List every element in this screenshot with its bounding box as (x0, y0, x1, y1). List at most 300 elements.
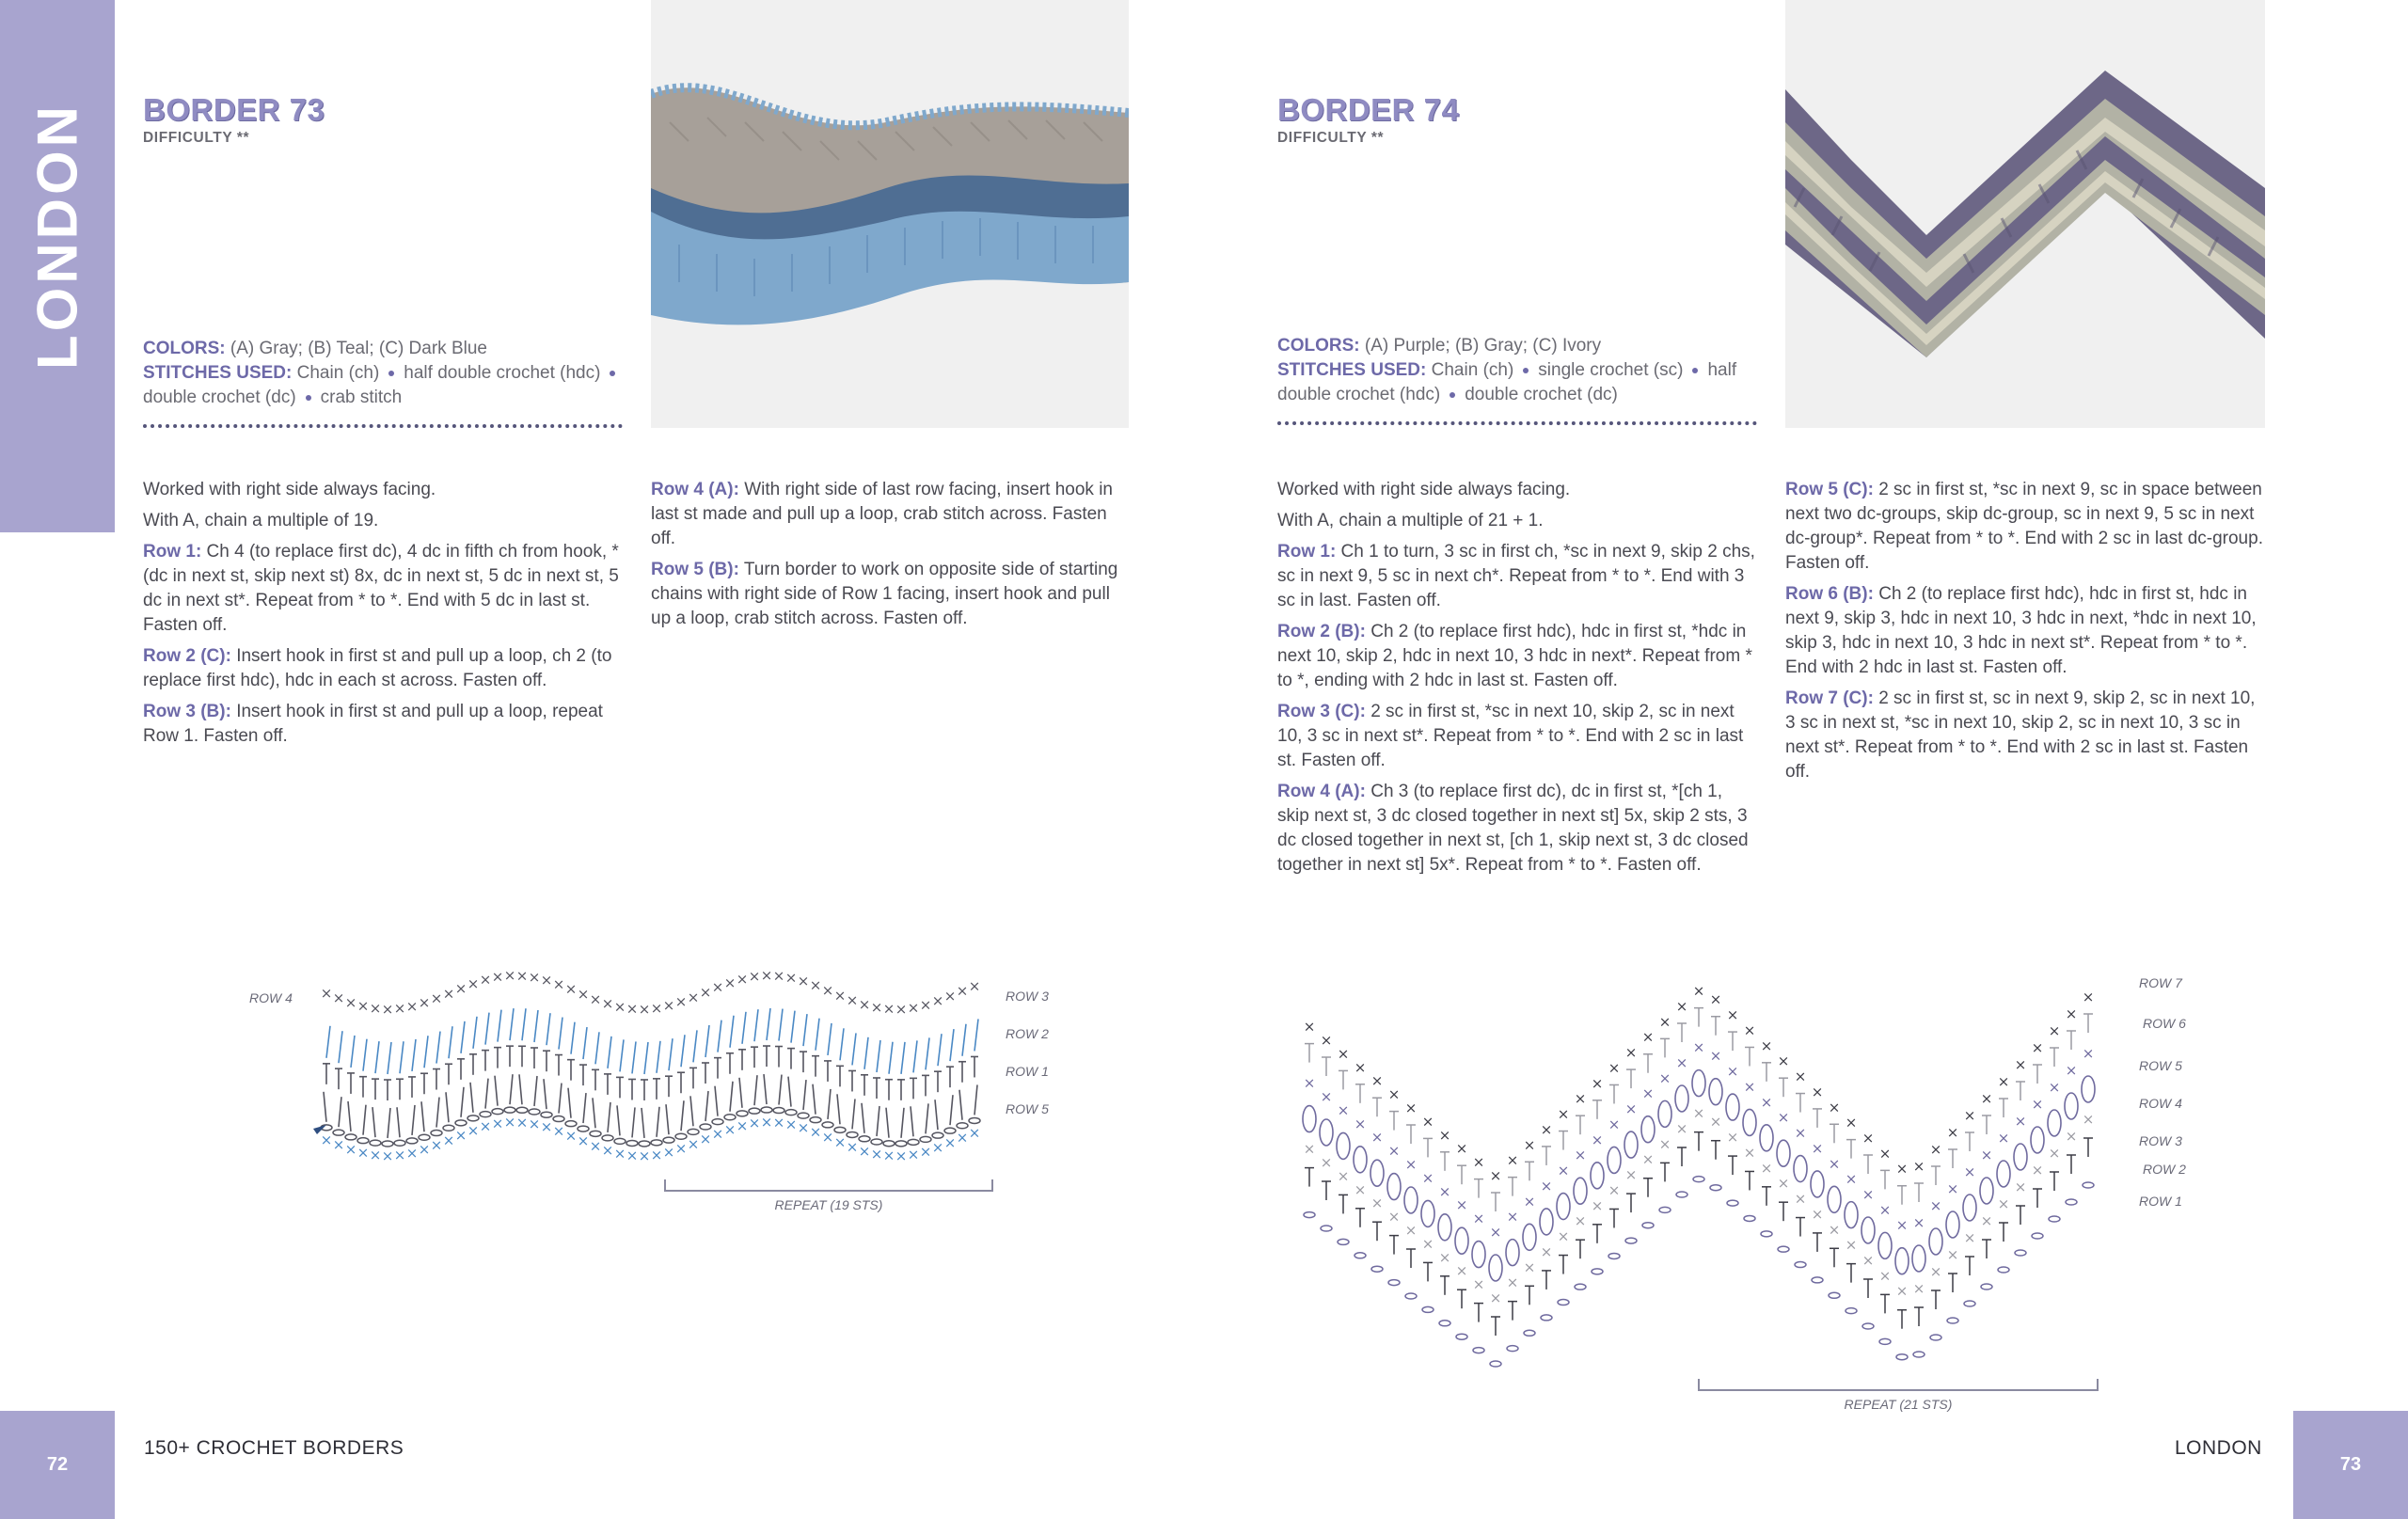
stitches-label: STITCHES USED: (143, 363, 293, 383)
colors-line (1277, 334, 1766, 358)
border-73-meta (143, 337, 632, 410)
stitch-item: double crochet (dc) (143, 388, 296, 407)
bullet-dot (388, 371, 394, 376)
intro-line: Worked with right side always facing. (143, 480, 436, 499)
svg-text:×: × (821, 981, 834, 999)
chart-row-label: ROW 4 (249, 990, 293, 1005)
svg-text:×: × (1963, 1107, 1976, 1124)
svg-text:×: × (589, 1137, 602, 1155)
svg-text:×: × (589, 990, 602, 1008)
svg-text:×: × (344, 993, 357, 1011)
svg-text:×: × (638, 1000, 651, 1018)
svg-text:×: × (1540, 1177, 1553, 1195)
border-74-stitch-chart (1289, 969, 2286, 1420)
svg-text:×: × (1591, 1131, 1604, 1148)
svg-text:×: × (772, 967, 785, 985)
svg-text:×: × (564, 1127, 578, 1145)
svg-text:×: × (858, 1142, 871, 1160)
svg-text:×: × (699, 984, 712, 1001)
svg-text:×: × (1828, 1221, 1841, 1239)
svg-text:×: × (1320, 1032, 1333, 1049)
svg-text:×: × (442, 1131, 455, 1149)
svg-text:×: × (1489, 1167, 1502, 1184)
svg-text:×: × (1574, 1212, 1587, 1230)
repeat-bracket (665, 1179, 992, 1191)
svg-text:×: × (454, 979, 467, 997)
row-instruction: Row 2 (B): Ch 2 (to replace first hdc), hdc in first st, *hdc in next 10, skip 2, hdc in next 10, 3 hdc in next*. Repeat from * to *, ending with 2 hdc in last st. Fasten off. (1277, 622, 1752, 690)
svg-text:×: × (577, 986, 590, 1004)
svg-text:×: × (2082, 1111, 2095, 1128)
svg-text:×: × (442, 985, 455, 1003)
svg-text:×: × (1811, 1083, 1824, 1100)
bullet-dot (1523, 368, 1529, 373)
svg-text:×: × (1337, 1045, 1350, 1063)
svg-text:×: × (1523, 1193, 1536, 1210)
svg-text:×: × (723, 1120, 737, 1138)
row-instruction: Row 4 (A): Ch 3 (to replace first dc), dc in first st, *[ch 1, skip next st, 3 dc closed together in next st] 5x, skip 2 sts, 3 dc closed together in next st, [ch 1, skip next st, 3 dc closed together in next st] 5x*. Repeat from * to *. Fasten off. (1277, 782, 1749, 875)
svg-text:×: × (320, 984, 333, 1002)
colors-label: COLORS: (1277, 336, 1360, 356)
svg-text:×: × (1878, 1201, 1892, 1219)
svg-text:×: × (846, 991, 859, 1009)
svg-text:×: × (1540, 1120, 1553, 1138)
svg-text:×: × (2014, 1179, 2027, 1195)
svg-text:×: × (393, 1000, 406, 1018)
svg-text:×: × (650, 1146, 663, 1163)
chart-row-label: ROW 3 (2139, 1133, 2182, 1148)
svg-text:×: × (1438, 1182, 1451, 1200)
svg-text:×: × (931, 1139, 944, 1157)
svg-text:×: × (748, 968, 761, 986)
svg-text:×: × (699, 1131, 712, 1147)
svg-text:×: × (2065, 1005, 2078, 1022)
svg-text:×: × (1354, 1058, 1367, 1076)
svg-text:×: × (1387, 1142, 1401, 1160)
repeat-label: REPEAT (21 STS) (1844, 1397, 1953, 1412)
stitch-item: half double crochet (hdc) (404, 363, 601, 383)
repeat-label: REPEAT (19 STS) (774, 1197, 883, 1212)
svg-text:×: × (1574, 1090, 1587, 1108)
row-instruction: Row 3 (C): 2 sc in first st, *sc in next 10, skip 2, sc in next 10, 3 sc in next st*. Repeat from * to *. End with 2 sc in last st. Fasten off. (1277, 702, 1744, 770)
svg-text:×: × (1811, 1139, 1824, 1157)
svg-text:×: × (784, 1116, 798, 1133)
svg-text:×: × (968, 977, 981, 995)
svg-text:×: × (1895, 1282, 1909, 1300)
svg-text:×: × (601, 994, 614, 1012)
svg-text:×: × (1624, 1166, 1638, 1184)
svg-text:×: × (1641, 1150, 1655, 1168)
svg-text:×: × (1472, 1275, 1485, 1293)
dotted-divider (1277, 421, 1757, 425)
border-74-instructions-col1 (1277, 478, 1759, 884)
svg-text:×: × (564, 980, 578, 998)
running-title-left: 150+ CROCHET BORDERS (144, 1437, 404, 1459)
svg-text:×: × (1861, 1186, 1875, 1203)
svg-text:×: × (1421, 1113, 1434, 1131)
svg-text:×: × (405, 997, 419, 1015)
svg-text:×: × (1760, 1036, 1773, 1054)
svg-text:×: × (1794, 1190, 1807, 1208)
svg-text:×: × (503, 967, 516, 985)
svg-text:×: × (1506, 1151, 1519, 1169)
svg-text:×: × (1624, 1100, 1638, 1118)
svg-text:×: × (1828, 1099, 1841, 1116)
row-instruction: Row 6 (B): Ch 2 (to replace first hdc), hdc in first st, hdc in next 9, skip 3, hdc in next 10, 3 hdc in next, *hdc in next 10, skip 3, hdc in next 10, 3 hdc in next st*. Repeat from * to *. End with 2 hdc in last st. Fasten off. (1785, 584, 2257, 677)
svg-text:×: × (2014, 1056, 2027, 1073)
stitch-item: half double crochet (hdc) (1277, 360, 1737, 404)
svg-text:×: × (1421, 1169, 1434, 1187)
svg-text:×: × (626, 1147, 639, 1164)
svg-text:×: × (467, 1121, 480, 1139)
svg-text:×: × (723, 973, 737, 991)
row-instruction: Row 1: Ch 1 to turn, 3 sc in first ch, *sc in next 9, skip 2 chs, sc in next 9, 5 sc in next ch*. Repeat from * to *. End with 3 sc in last. Fasten off. (1277, 542, 1755, 610)
svg-text:×: × (1726, 1063, 1739, 1081)
svg-text:×: × (369, 1147, 382, 1164)
svg-text:×: × (1404, 1100, 1418, 1116)
svg-text:×: × (467, 974, 480, 992)
svg-text:×: × (1878, 1145, 1892, 1163)
svg-text:×: × (711, 978, 724, 996)
svg-text:×: × (491, 1115, 504, 1132)
svg-text:×: × (1591, 1196, 1604, 1214)
svg-text:×: × (1929, 1197, 1942, 1214)
svg-text:×: × (1370, 1195, 1384, 1212)
svg-text:×: × (870, 998, 883, 1016)
svg-text:×: × (1320, 1088, 1333, 1105)
svg-text:×: × (821, 1128, 834, 1146)
border-73-instructions-col2 (651, 478, 1131, 638)
row-instruction: Row 5 (B): Turn border to work on opposite side of starting chains with right side of Row 1 facing, insert hook and pull up a loop, crab stitch across. Fasten off. (651, 560, 1118, 628)
svg-text:×: × (1320, 1154, 1333, 1171)
svg-text:×: × (797, 973, 810, 990)
svg-text:×: × (943, 988, 957, 1005)
svg-text:×: × (528, 1116, 541, 1133)
svg-text:×: × (332, 1136, 345, 1154)
svg-text:×: × (1760, 1093, 1773, 1111)
row-instruction: Row 3 (B): Insert hook in first st and pull up a loop, repeat Row 1. Fasten off. (143, 702, 603, 746)
svg-text:×: × (1946, 1180, 1959, 1197)
svg-text:×: × (1743, 1021, 1756, 1039)
svg-text:×: × (1997, 1073, 2010, 1090)
svg-text:×: × (1387, 1085, 1401, 1103)
svg-text:×: × (601, 1141, 614, 1159)
svg-text:×: × (1828, 1155, 1841, 1173)
svg-text:×: × (577, 1132, 590, 1150)
chart-row-label: ROW 1 (1006, 1064, 1049, 1079)
svg-text:×: × (1777, 1052, 1790, 1070)
svg-text:×: × (1354, 1115, 1367, 1132)
border-74-photo (1785, 0, 2265, 428)
svg-text:×: × (1743, 1144, 1756, 1162)
svg-text:×: × (1861, 1130, 1875, 1147)
svg-text:×: × (344, 1140, 357, 1158)
svg-text:×: × (809, 976, 822, 994)
svg-text:×: × (943, 1134, 957, 1152)
svg-text:×: × (1726, 1129, 1739, 1147)
svg-text:×: × (1929, 1263, 1942, 1280)
svg-text:×: × (2031, 1039, 2044, 1056)
svg-text:×: × (1624, 1044, 1638, 1062)
stitches-line (1277, 358, 1766, 407)
svg-text:×: × (381, 1000, 394, 1018)
svg-text:×: × (662, 997, 675, 1015)
svg-text:×: × (687, 1135, 700, 1153)
svg-text:×: × (760, 1114, 773, 1131)
chart-row-label: ROW 6 (2143, 1016, 2186, 1031)
bullet-dot (1450, 392, 1455, 398)
svg-text:×: × (1980, 1147, 1993, 1163)
svg-text:×: × (1946, 1124, 1959, 1141)
svg-text:×: × (1811, 1205, 1824, 1223)
svg-text:×: × (895, 1000, 908, 1018)
chart-stitches (313, 967, 980, 1164)
svg-text:×: × (1472, 1210, 1485, 1227)
svg-text:×: × (1895, 1216, 1909, 1234)
svg-text:×: × (369, 1000, 382, 1018)
chart-row-label: ROW 7 (2139, 975, 2182, 990)
svg-text:×: × (1980, 1090, 1993, 1107)
svg-text:×: × (1303, 1018, 1316, 1036)
svg-text:×: × (540, 972, 553, 989)
border-74-title: BORDER 74 (1277, 92, 1460, 127)
svg-text:×: × (1455, 1196, 1468, 1214)
svg-text:×: × (1421, 1235, 1434, 1253)
svg-text:×: × (687, 989, 700, 1006)
svg-text:×: × (552, 975, 565, 993)
svg-text:×: × (931, 992, 944, 1010)
border-73-title: BORDER 73 (143, 92, 325, 127)
svg-text:×: × (1557, 1227, 1570, 1245)
stitches-label: STITCHES USED: (1277, 360, 1427, 380)
svg-text:×: × (1692, 1038, 1705, 1056)
svg-text:×: × (418, 1141, 431, 1159)
colors-line (143, 337, 632, 361)
bullet-dot (306, 395, 311, 401)
svg-text:×: × (1980, 1212, 1993, 1229)
svg-text:×: × (1303, 1074, 1316, 1092)
svg-text:×: × (1675, 998, 1688, 1015)
svg-text:×: × (1455, 1140, 1468, 1158)
svg-text:×: × (1845, 1236, 1858, 1254)
svg-text:×: × (552, 1122, 565, 1140)
svg-text:×: × (1658, 1013, 1671, 1031)
svg-text:×: × (1472, 1153, 1485, 1171)
svg-text:×: × (1540, 1242, 1553, 1260)
svg-text:×: × (1370, 1129, 1384, 1147)
svg-text:×: × (1997, 1130, 2010, 1147)
svg-text:×: × (1489, 1224, 1502, 1241)
colors-value: (A) Gray; (B) Teal; (C) Dark Blue (225, 339, 487, 358)
svg-text:×: × (968, 1124, 981, 1142)
svg-text:×: × (1709, 990, 1722, 1008)
svg-text:×: × (662, 1144, 675, 1162)
svg-text:×: × (1692, 982, 1705, 1000)
svg-text:×: × (1997, 1195, 2010, 1212)
svg-text:×: × (1895, 1160, 1909, 1178)
intro-line: With A, chain a multiple of 19. (143, 511, 379, 530)
svg-text:×: × (919, 996, 932, 1014)
bullet-dot (1692, 368, 1698, 373)
svg-text:×: × (356, 997, 370, 1015)
border-73-photo (651, 0, 1129, 428)
svg-text:×: × (784, 969, 798, 987)
svg-text:×: × (638, 1147, 651, 1164)
svg-text:×: × (1574, 1147, 1587, 1164)
stitch-item: single crochet (sc) (1538, 360, 1684, 380)
chart-row-label: ROW 5 (2139, 1058, 2182, 1073)
svg-text:×: × (956, 1129, 969, 1147)
svg-text:×: × (2082, 989, 2095, 1005)
svg-text:×: × (503, 1114, 516, 1131)
svg-text:×: × (405, 1144, 419, 1162)
svg-text:×: × (1675, 1120, 1688, 1137)
svg-text:×: × (2048, 1145, 2061, 1162)
stitch-item: Chain (ch) (296, 363, 380, 383)
chart-row-label: ROW 3 (1006, 989, 1049, 1004)
stitch-item: double crochet (dc) (1465, 385, 1618, 404)
svg-text:×: × (882, 1000, 895, 1018)
svg-text:×: × (1370, 1072, 1384, 1090)
svg-text:×: × (1777, 1175, 1790, 1193)
svg-text:×: × (1489, 1290, 1502, 1306)
svg-text:×: × (393, 1147, 406, 1164)
svg-text:×: × (760, 967, 773, 985)
svg-text:×: × (430, 1136, 443, 1154)
svg-text:×: × (736, 970, 749, 988)
svg-text:×: × (846, 1138, 859, 1156)
svg-text:×: × (1557, 1162, 1570, 1179)
svg-text:×: × (381, 1147, 394, 1164)
svg-text:×: × (1506, 1208, 1519, 1226)
svg-text:×: × (858, 995, 871, 1013)
running-title-right: LONDON (2175, 1437, 2262, 1459)
svg-text:×: × (1794, 1068, 1807, 1085)
svg-text:×: × (1608, 1181, 1621, 1199)
svg-text:×: × (797, 1119, 810, 1137)
svg-text:×: × (1963, 1229, 1976, 1246)
svg-text:×: × (1912, 1214, 1925, 1231)
svg-text:×: × (650, 999, 663, 1017)
section-title: LONDON (25, 103, 89, 370)
svg-text:×: × (1608, 1116, 1621, 1133)
svg-text:×: × (1845, 1170, 1858, 1188)
border-74-instructions-col2 (1785, 478, 2267, 791)
page-number-left: 72 (0, 1411, 115, 1519)
svg-text:×: × (1878, 1267, 1892, 1285)
svg-text:×: × (1557, 1105, 1570, 1123)
svg-text:×: × (454, 1126, 467, 1144)
row-instruction: Row 4 (A): With right side of last row facing, insert hook in last st made and pull up a loop, crab stitch across. Fasten off. (651, 480, 1113, 548)
svg-text:×: × (2048, 1022, 2061, 1039)
svg-text:×: × (1692, 1104, 1705, 1122)
svg-text:×: × (1709, 1047, 1722, 1065)
svg-text:×: × (1337, 1101, 1350, 1119)
svg-text:×: × (674, 1140, 688, 1158)
page-number-right: 73 (2293, 1411, 2408, 1519)
svg-text:×: × (711, 1125, 724, 1143)
border-73-difficulty: DIFFICULTY ** (143, 130, 250, 146)
svg-text:×: × (1303, 1140, 1316, 1158)
svg-text:×: × (1845, 1114, 1858, 1131)
svg-text:×: × (430, 989, 443, 1007)
svg-text:×: × (1912, 1158, 1925, 1175)
svg-text:×: × (320, 1131, 333, 1148)
svg-text:×: × (1523, 1258, 1536, 1276)
chart-stitches (1303, 983, 2095, 1367)
border-73-stitch-chart (240, 959, 1086, 1223)
svg-text:×: × (515, 967, 529, 985)
chart-row-label: ROW 4 (2139, 1096, 2182, 1111)
svg-text:×: × (1963, 1163, 1976, 1180)
intro-line: With A, chain a multiple of 21 + 1. (1277, 511, 1544, 530)
svg-text:×: × (1726, 1006, 1739, 1024)
svg-text:×: × (1794, 1124, 1807, 1142)
svg-text:×: × (1455, 1262, 1468, 1280)
svg-text:×: × (1404, 1156, 1418, 1173)
svg-text:×: × (1337, 1167, 1350, 1185)
svg-text:×: × (1641, 1028, 1655, 1046)
border-73-instructions-col1 (143, 478, 621, 755)
row-instruction: Row 7 (C): 2 sc in first st, sc in next 9, skip 2, sc in next 10, 3 sc in next st, *sc in next 10, skip 2, sc in next 10, 3 sc in next st*. Repeat from * to *. End with 2 sc in last st. Fasten off. (1785, 688, 2256, 782)
svg-text:×: × (736, 1116, 749, 1134)
svg-text:×: × (2082, 1045, 2095, 1062)
bullet-dot (610, 371, 615, 376)
svg-text:×: × (479, 971, 492, 989)
svg-text:×: × (895, 1147, 908, 1164)
svg-text:×: × (882, 1147, 895, 1164)
svg-text:×: × (528, 969, 541, 987)
svg-text:×: × (613, 998, 626, 1016)
chart-row-label: ROW 5 (1006, 1101, 1049, 1116)
border-74-difficulty: DIFFICULTY ** (1277, 130, 1385, 146)
svg-text:×: × (1641, 1084, 1655, 1102)
svg-text:×: × (515, 1114, 529, 1131)
colors-value: (A) Purple; (B) Gray; (C) Ivory (1359, 336, 1602, 356)
svg-text:×: × (1591, 1074, 1604, 1092)
svg-text:×: × (2031, 1162, 2044, 1179)
svg-text:×: × (833, 987, 847, 1005)
svg-text:×: × (1861, 1252, 1875, 1269)
svg-text:×: × (809, 1123, 822, 1141)
stitch-item: Chain (ch) (1431, 360, 1514, 380)
svg-text:×: × (491, 968, 504, 986)
svg-text:×: × (1404, 1222, 1418, 1239)
svg-text:×: × (1743, 1078, 1756, 1096)
stitches-line (143, 361, 632, 410)
svg-text:×: × (772, 1114, 785, 1131)
row-instruction: Row 1: Ch 4 (to replace first dc), 4 dc in fifth ch from hook, *(dc in next st, skip next st) 8x, dc in next st, 5 dc in next st, 5 dc in next st*. Repeat from * to *. End with 5 dc in last st. Fasten off. (143, 542, 619, 635)
border-74-meta (1277, 334, 1766, 407)
chart-row-label: ROW 2 (1006, 1026, 1049, 1041)
svg-text:×: × (613, 1145, 626, 1163)
svg-text:×: × (2031, 1096, 2044, 1113)
intro-line: Worked with right side always facing. (1277, 480, 1571, 499)
row-instruction: Row 5 (C): 2 sc in first st, *sc in next 9, sc in space between next two dc-groups, skip dc-group, sc in next 9, 5 sc in next dc-group*. Repeat from * to *. End with 2 sc in last dc-group. Fasten off. (1785, 480, 2263, 573)
colors-label: COLORS: (143, 339, 226, 358)
svg-text:×: × (907, 1146, 920, 1163)
svg-text:×: × (2048, 1079, 2061, 1096)
svg-text:×: × (1675, 1054, 1688, 1071)
dotted-divider (143, 424, 623, 428)
svg-text:×: × (356, 1144, 370, 1162)
svg-text:×: × (626, 1000, 639, 1018)
svg-text:×: × (674, 993, 688, 1011)
svg-text:×: × (2065, 1128, 2078, 1145)
svg-text:×: × (1709, 1113, 1722, 1131)
svg-text:×: × (1946, 1246, 1959, 1263)
svg-text:×: × (1912, 1280, 1925, 1297)
svg-text:×: × (907, 999, 920, 1017)
